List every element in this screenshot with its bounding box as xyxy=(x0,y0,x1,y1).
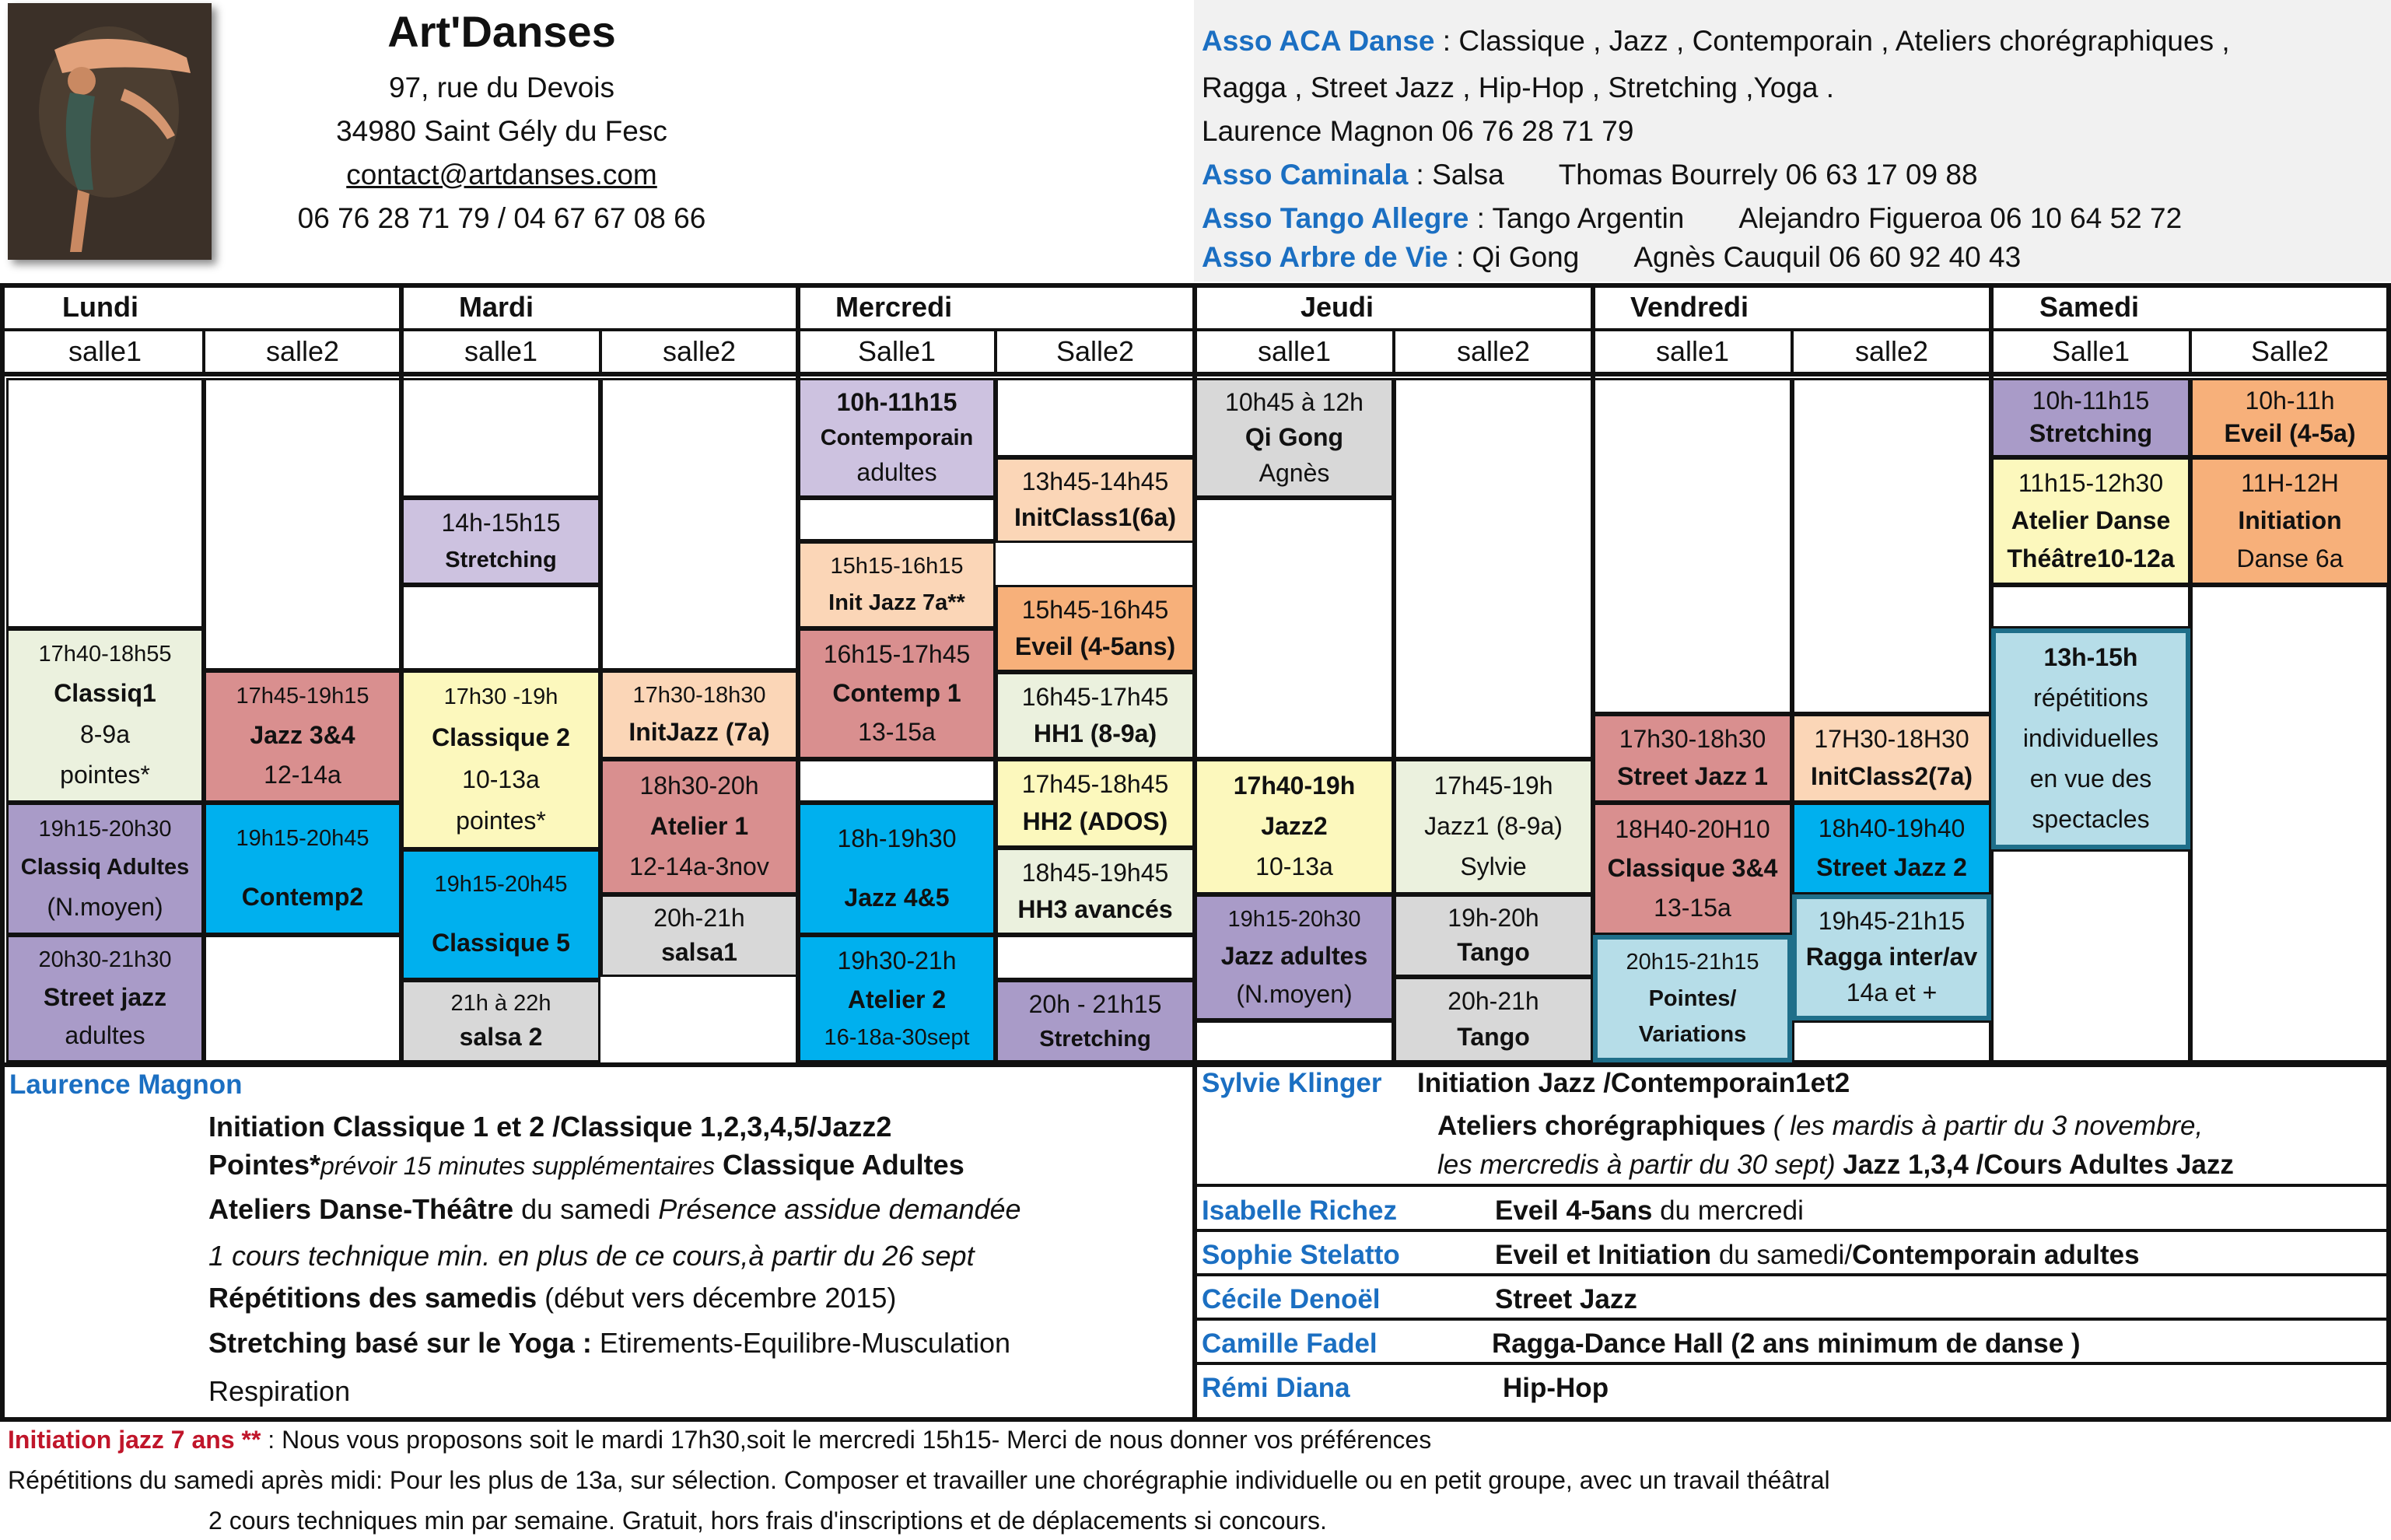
teacher-cecile-denoel: Cécile Denoël xyxy=(1202,1284,1381,1314)
course-time: 17H30-18H30 xyxy=(1814,725,1969,754)
pointes-note: prévoir 15 minutes supplémentaires xyxy=(320,1152,715,1180)
studio-phone: 06 76 28 71 79 / 04 67 67 08 66 xyxy=(297,202,706,234)
course-name: Street Jazz 2 xyxy=(1816,853,1967,882)
room-header-10: Salle1 xyxy=(2051,335,2130,367)
course-name: Jazz 4&5 xyxy=(844,884,950,912)
course-time: 17h40-19h xyxy=(1233,772,1356,800)
grid-bottom-border xyxy=(0,1062,2391,1067)
course-cell[interactable] xyxy=(401,849,600,980)
notes-row-divider-1 xyxy=(1197,1229,2389,1232)
course-detail: individuelles xyxy=(2022,724,2159,753)
course-name: Classiq Adultes xyxy=(20,855,190,880)
empty-slot-1 xyxy=(204,378,401,670)
asso-tango-name: Asso Tango Allegre xyxy=(1202,202,1469,234)
notes-row-divider-2 xyxy=(1197,1273,2389,1276)
grid-rooms-divider xyxy=(0,372,2391,376)
asso-tango-contact: Alejandro Figueroa 06 10 64 52 72 xyxy=(1738,202,2183,234)
course-cell[interactable] xyxy=(1394,759,1593,894)
course-name: Jazz adultes xyxy=(1220,941,1368,970)
grid-top-border xyxy=(0,283,2391,288)
footer-init-jazz xyxy=(8,1426,1431,1454)
course-cell[interactable] xyxy=(1991,378,2190,457)
studio-address-line2: 34980 Saint Gély du Fesc xyxy=(336,115,667,147)
grid-left-border xyxy=(0,283,5,1422)
camille-courses: Ragga-Dance Hall (2 ans minimum de danse ) xyxy=(1492,1328,2081,1359)
sylvie-courses-line3 xyxy=(1437,1150,2234,1181)
course-cell[interactable] xyxy=(401,670,600,849)
course-cell[interactable] xyxy=(600,670,798,759)
course-cell[interactable] xyxy=(1195,378,1394,498)
course-name: salsa 2 xyxy=(459,1023,543,1052)
cecile-courses: Street Jazz xyxy=(1495,1284,1637,1314)
day-header-4: Vendredi xyxy=(1630,291,1749,323)
course-time: 17h30-18h30 xyxy=(632,682,766,708)
asso-arbre-style: : Qi Gong xyxy=(1448,241,1580,273)
dancer-photo xyxy=(8,3,212,260)
stretching-yoga-note: Etirements-Equilibre-Musculation xyxy=(591,1327,1011,1359)
course-detail: 10-13a xyxy=(1255,852,1333,881)
course-name: Classique 2 xyxy=(432,723,570,751)
asso-aca-list1: : Classique , Jazz , Contemporain , Ateliers chorégraphiques , xyxy=(1434,25,2230,57)
day-header-2: Mercredi xyxy=(835,291,953,323)
course-time: 19h15-20h45 xyxy=(236,825,369,851)
course-detail: 16-18a-30sept xyxy=(824,1024,970,1050)
course-time: 16h15-17h45 xyxy=(823,640,971,669)
empty-slot-11 xyxy=(1195,1020,1394,1062)
course-detail: Sylvie xyxy=(1460,852,1527,881)
course-time: 17h45-19h xyxy=(1434,772,1553,800)
course-name: Init Jazz 7a** xyxy=(828,590,965,616)
course-cell[interactable] xyxy=(798,378,996,498)
room-divider-2 xyxy=(994,331,997,373)
course-time: 20h - 21h15 xyxy=(1028,989,1162,1018)
footer-repetitions-line2: 2 cours techniques min par semaine. Gratuit, hors frais d'inscriptions et de déplacements si concours. xyxy=(208,1507,1327,1535)
asso-caminala-style: : Salsa xyxy=(1408,159,1504,191)
course-cell[interactable] xyxy=(2190,378,2389,457)
course-cell[interactable] xyxy=(401,498,600,585)
course-cell[interactable] xyxy=(401,980,600,1062)
notes-row-divider-3 xyxy=(1197,1318,2389,1321)
room-header-2: salle1 xyxy=(464,335,538,367)
course-time: 15h45-16h45 xyxy=(1021,595,1169,624)
empty-slot-14 xyxy=(1792,378,1991,714)
course-name: InitClass1(6a) xyxy=(1013,503,1177,532)
teacher-remi-diana: Rémi Diana xyxy=(1202,1373,1350,1403)
course-time: 11H-12H xyxy=(2241,468,2339,497)
course-time: 15h15-16h15 xyxy=(830,554,964,579)
course-cell[interactable] xyxy=(1991,457,2190,585)
course-detail: pointes* xyxy=(60,761,150,789)
course-name: Jazz2 xyxy=(1261,812,1328,841)
notes-row-divider-4 xyxy=(1197,1362,2389,1365)
course-time: 20h30-21h30 xyxy=(38,947,172,973)
asso-caminala-contact: Thomas Bourrely 06 63 17 09 88 xyxy=(1558,159,1978,191)
empty-slot-9 xyxy=(996,935,1195,980)
room-divider-3 xyxy=(1392,331,1395,373)
sylvie-jazz-courses: Jazz 1,3,4 /Cours Adultes Jazz xyxy=(1835,1150,2234,1180)
course-name: HH3 avancés xyxy=(1017,894,1173,923)
asso-tango-style: : Tango Argentin xyxy=(1469,202,1685,234)
asso-arbre-contact: Agnès Cauquil 06 60 92 40 43 xyxy=(1633,241,2022,273)
notes-row-divider-0 xyxy=(1197,1184,2389,1187)
day-header-5: Samedi xyxy=(2039,291,2140,323)
course-cell[interactable] xyxy=(2190,457,2389,585)
asso-aca-list2: Ragga , Street Jazz , Hip-Hop , Stretching ,Yoga . xyxy=(1202,72,1835,103)
footer-repetitions-line1: Répétitions du samedi après midi: Pour les plus de 13a, sur sélection. Composer et travailler une chorégraphie individuelle ou en petit groupe, avec un travail théâtral xyxy=(8,1466,1830,1494)
course-time: 10h-11h15 xyxy=(836,388,957,417)
sophie-contemporain-label: Contemporain adultes xyxy=(1852,1240,2140,1270)
course-cell[interactable] xyxy=(996,672,1195,759)
course-time: 19h15-20h30 xyxy=(38,816,172,842)
remi-courses: Hip-Hop xyxy=(1503,1373,1609,1403)
sylvie-courses-line2 xyxy=(1437,1111,2203,1142)
empty-slot-18 xyxy=(2190,585,2389,1062)
room-header-1: salle2 xyxy=(265,335,340,367)
teacher-laurence-magnon: Laurence Magnon xyxy=(9,1069,243,1100)
course-cell[interactable] xyxy=(996,585,1195,672)
empty-slot-12 xyxy=(1394,378,1593,759)
sophie-day: du samedi/ xyxy=(1711,1240,1853,1270)
empty-slot-6 xyxy=(798,498,996,541)
room-header-0: salle1 xyxy=(68,335,142,367)
laurence-courses-line4: 1 cours technique min. en plus de ce cours,à partir du 26 sept xyxy=(208,1240,975,1272)
room-divider-5 xyxy=(2189,331,2192,373)
course-cell[interactable] xyxy=(1792,894,1991,1020)
ateliers-theatre-label: Ateliers Danse-Théâtre xyxy=(208,1193,514,1225)
course-detail: Danse 6a xyxy=(2236,544,2344,572)
teacher-camille-fadel: Camille Fadel xyxy=(1202,1328,1378,1359)
course-name: Jazz 3&4 xyxy=(250,720,355,749)
course-detail: 13-15a xyxy=(1654,893,1731,922)
laurence-courses-line2 xyxy=(208,1149,964,1181)
course-name: Eveil (4-5a) xyxy=(2224,419,2356,448)
course-cell[interactable] xyxy=(1394,977,1593,1062)
room-header-7: salle2 xyxy=(1456,335,1531,367)
asso-caminala-line xyxy=(1202,159,1978,191)
course-name: HH1 (8-9a) xyxy=(1033,719,1157,747)
room-divider-0 xyxy=(202,331,205,373)
room-header-4: Salle1 xyxy=(857,335,936,367)
course-name: Stretching xyxy=(2029,419,2153,448)
course-cell[interactable] xyxy=(996,980,1195,1062)
course-detail: 12-14a xyxy=(264,761,341,789)
ateliers-theatre-day: du samedi xyxy=(513,1193,659,1225)
course-name: Contemp 1 xyxy=(832,679,961,708)
teacher-sophie-stelatto: Sophie Stelatto xyxy=(1202,1240,1400,1270)
room-header-3: salle2 xyxy=(662,335,737,367)
course-cell[interactable] xyxy=(1593,935,1792,1062)
course-name: répétitions xyxy=(2033,684,2148,712)
course-name: Pointes/ xyxy=(1648,985,1737,1011)
course-cell[interactable] xyxy=(1195,894,1394,1020)
course-name: HH2 (ADOS) xyxy=(1022,807,1168,836)
course-detail: spectacles xyxy=(2032,805,2150,834)
day-header-0: Lundi xyxy=(62,291,138,323)
asso-aca-line1 xyxy=(1202,25,2230,58)
empty-slot-10 xyxy=(1195,498,1394,759)
asso-aca-contact: Laurence Magnon 06 76 28 71 79 xyxy=(1202,115,1634,147)
room-header-9: salle2 xyxy=(1854,335,1929,367)
repetitions-note: (début vers décembre 2015) xyxy=(537,1282,897,1314)
ateliers-theatre-note: Présence assidue demandée xyxy=(658,1193,1021,1225)
teacher-sylvie-klinger: Sylvie Klinger xyxy=(1202,1068,1382,1098)
asso-caminala-name: Asso Caminala xyxy=(1202,159,1409,191)
studio-address-line1: 97, rue du Devois xyxy=(388,72,614,103)
laurence-courses-line1: Initiation Classique 1 et 2 /Classique 1,2,3,4,5/Jazz2 xyxy=(208,1111,892,1143)
asso-arbre-line xyxy=(1202,241,2021,274)
course-name: Tango xyxy=(1457,1023,1530,1052)
course-name: Street jazz xyxy=(43,982,167,1011)
empty-slot-2 xyxy=(204,935,401,1062)
course-name: Contemp2 xyxy=(241,883,364,912)
day-header-1: Mardi xyxy=(459,291,534,323)
classique-adultes-label: Classique Adultes xyxy=(714,1149,964,1181)
course-name: Contemporain xyxy=(820,425,974,450)
course-name: Jazz1 (8-9a) xyxy=(1424,812,1563,841)
course-cell[interactable] xyxy=(1792,803,1991,894)
course-time: 18h45-19h45 xyxy=(1021,858,1169,887)
asso-aca-name: Asso ACA Danse xyxy=(1202,25,1435,57)
course-name: Eveil (4-5ans) xyxy=(1014,632,1176,660)
course-time: 17h40-18h55 xyxy=(38,642,172,667)
course-time: 16h45-17h45 xyxy=(1021,682,1169,711)
isabelle-day: du mercredi xyxy=(1652,1195,1804,1226)
isabelle-courses xyxy=(1495,1195,1804,1227)
course-name: Stretching xyxy=(445,548,557,573)
course-cell[interactable] xyxy=(600,894,798,977)
course-detail: (N.moyen) xyxy=(47,892,163,921)
course-time: 17h30 -19h xyxy=(443,684,558,710)
teacher-isabelle-richez: Isabelle Richez xyxy=(1202,1195,1397,1226)
course-name: Classiq1 xyxy=(54,679,156,708)
course-detail: en vue des xyxy=(2029,765,2152,793)
course-time: 20h-21h xyxy=(1448,987,1539,1016)
room-divider-4 xyxy=(1791,331,1794,373)
laurence-courses-line7: Respiration xyxy=(208,1375,351,1407)
repetitions-label: Répétitions des samedis xyxy=(208,1282,537,1314)
isabelle-eveil-label: Eveil 4-5ans xyxy=(1495,1195,1653,1226)
room-header-11: Salle2 xyxy=(2250,335,2330,367)
course-cell[interactable] xyxy=(996,759,1195,848)
course-name: Qi Gong xyxy=(1245,423,1344,452)
course-cell[interactable] xyxy=(6,628,204,803)
course-cell[interactable] xyxy=(1394,894,1593,977)
course-name: Classique 3&4 xyxy=(1607,854,1778,883)
course-cell[interactable] xyxy=(798,541,996,628)
course-time: 19h15-20h45 xyxy=(434,872,568,898)
course-time: 18h30-20h xyxy=(639,772,759,800)
sylvie-courses-line1: Initiation Jazz /Contemporain1et2 xyxy=(1417,1068,1850,1098)
ateliers-choregraphiques-note: ( les mardis à partir du 3 novembre, xyxy=(1766,1111,2204,1141)
course-time: 13h45-14h45 xyxy=(1021,467,1169,496)
course-cell[interactable] xyxy=(6,935,204,1062)
course-time: 19h-20h xyxy=(1448,904,1539,933)
course-detail: Variations xyxy=(1638,1022,1747,1048)
ateliers-choregraphiques-label: Ateliers chorégraphiques xyxy=(1437,1111,1766,1141)
course-cell[interactable] xyxy=(1991,628,2190,849)
course-time: 19h15-20h30 xyxy=(1227,906,1361,932)
pointes-label: Pointes* xyxy=(208,1149,321,1181)
course-cell[interactable] xyxy=(1195,759,1394,894)
laurence-courses-line5 xyxy=(208,1282,896,1314)
course-detail: 10-13a xyxy=(462,765,540,793)
course-name: Tango xyxy=(1457,938,1530,967)
course-time: 17h45-18h45 xyxy=(1021,770,1169,799)
course-time: 11h15-12h30 xyxy=(2018,468,2164,497)
course-name: Classique 5 xyxy=(432,928,570,957)
studio-title: Art'Danses xyxy=(387,7,616,56)
course-time: 18h40-19h40 xyxy=(1818,814,1966,843)
course-cell[interactable] xyxy=(996,848,1195,935)
course-cell[interactable] xyxy=(798,628,996,759)
course-time: 18H40-20H10 xyxy=(1615,814,1770,843)
course-detail: adultes xyxy=(856,457,937,486)
empty-slot-8 xyxy=(996,378,1195,457)
course-cell[interactable] xyxy=(600,759,798,894)
course-name: Ragga inter/av xyxy=(1805,943,1978,971)
sylvie-mercredis-note: les mercredis à partir du 30 sept) xyxy=(1437,1150,1836,1180)
course-time: 13h-15h xyxy=(2043,643,2138,672)
course-time: 14h-15h15 xyxy=(441,509,561,537)
course-name: Atelier Danse xyxy=(2011,506,2171,535)
course-detail: Agnès xyxy=(1259,458,1330,487)
course-time: 19h30-21h xyxy=(837,947,957,975)
course-name: Street Jazz 1 xyxy=(1617,762,1768,791)
course-cell[interactable] xyxy=(6,803,204,935)
course-cell[interactable] xyxy=(1593,714,1792,803)
room-header-6: salle1 xyxy=(1257,335,1332,367)
asso-arbre-name: Asso Arbre de Vie xyxy=(1202,241,1448,273)
course-detail: 14a et + xyxy=(1846,978,1938,1007)
course-time: 20h-21h xyxy=(653,904,745,933)
asso-tango-line xyxy=(1202,202,2182,235)
course-time: 10h45 à 12h xyxy=(1225,387,1364,416)
course-cell[interactable] xyxy=(1792,714,1991,803)
course-name: salsa1 xyxy=(661,938,737,967)
empty-slot-16 xyxy=(1991,585,2190,628)
course-cell[interactable] xyxy=(204,803,401,935)
course-name: Initiation xyxy=(2238,506,2342,535)
course-time: 20h15-21h15 xyxy=(1626,950,1759,975)
course-name: InitJazz (7a) xyxy=(628,718,770,747)
empty-slot-17 xyxy=(1991,849,2190,1062)
course-name: InitClass2(7a) xyxy=(1810,762,1973,791)
course-time: 17h45-19h15 xyxy=(236,684,369,709)
course-cell[interactable] xyxy=(1593,803,1792,935)
course-detail: 12-14a-3nov xyxy=(629,852,769,881)
empty-slot-15 xyxy=(1792,1020,1991,1062)
room-header-8: salle1 xyxy=(1655,335,1730,367)
laurence-courses-line6 xyxy=(208,1327,1010,1360)
course-cell[interactable] xyxy=(798,935,996,1062)
room-header-5: Salle2 xyxy=(1055,335,1135,367)
course-time: 10h-11h xyxy=(2245,387,2335,415)
course-time: 10h-11h15 xyxy=(2032,387,2150,415)
notes-middle-divider xyxy=(1192,1062,1197,1420)
associations-panel xyxy=(1194,0,2391,282)
course-name: Atelier 1 xyxy=(649,812,749,841)
course-detail: 8-9a xyxy=(79,719,131,748)
course-cell[interactable] xyxy=(798,803,996,935)
room-divider-1 xyxy=(599,331,602,373)
course-detail: adultes xyxy=(65,1021,145,1050)
course-cell[interactable] xyxy=(996,457,1195,543)
sophie-eveil-label: Eveil et Initiation xyxy=(1495,1240,1712,1270)
course-time: 21h à 22h xyxy=(450,990,551,1016)
stretching-yoga-label: Stretching basé sur le Yoga : xyxy=(208,1327,592,1359)
course-time: 18h-19h30 xyxy=(837,824,957,853)
course-time: 17h30-18h30 xyxy=(1619,725,1766,754)
course-detail: (N.moyen) xyxy=(1236,979,1353,1008)
footer-init-jazz-label: Initiation jazz 7 ans ** xyxy=(8,1426,261,1454)
empty-slot-13 xyxy=(1593,378,1792,714)
sophie-courses xyxy=(1495,1240,2140,1271)
footer-init-jazz-text: : Nous vous proposons soit le mardi 17h30,soit le mercredi 15h15- Merci de nous donner vos préférences xyxy=(261,1426,1432,1454)
empty-slot-3 xyxy=(401,378,600,498)
course-name: Atelier 2 xyxy=(847,985,947,1013)
empty-slot-5 xyxy=(600,378,798,670)
empty-slot-0 xyxy=(6,378,204,628)
course-cell[interactable] xyxy=(204,670,401,803)
notes-bottom-border xyxy=(0,1417,2391,1422)
dancer-figure-icon xyxy=(8,3,212,260)
course-detail: Théâtre10-12a xyxy=(2007,544,2175,572)
studio-email-link[interactable]: contact@artdanses.com xyxy=(346,159,657,191)
laurence-courses-line3 xyxy=(208,1193,1021,1226)
course-name: Stretching xyxy=(1039,1026,1151,1052)
empty-slot-7 xyxy=(798,759,996,803)
course-time: 19h45-21h15 xyxy=(1818,907,1966,936)
course-detail: 13-15a xyxy=(858,718,936,747)
empty-slot-4 xyxy=(401,585,600,670)
day-header-3: Jeudi xyxy=(1301,291,1374,323)
course-detail: pointes* xyxy=(456,807,546,835)
grid-header-divider xyxy=(0,328,2391,331)
